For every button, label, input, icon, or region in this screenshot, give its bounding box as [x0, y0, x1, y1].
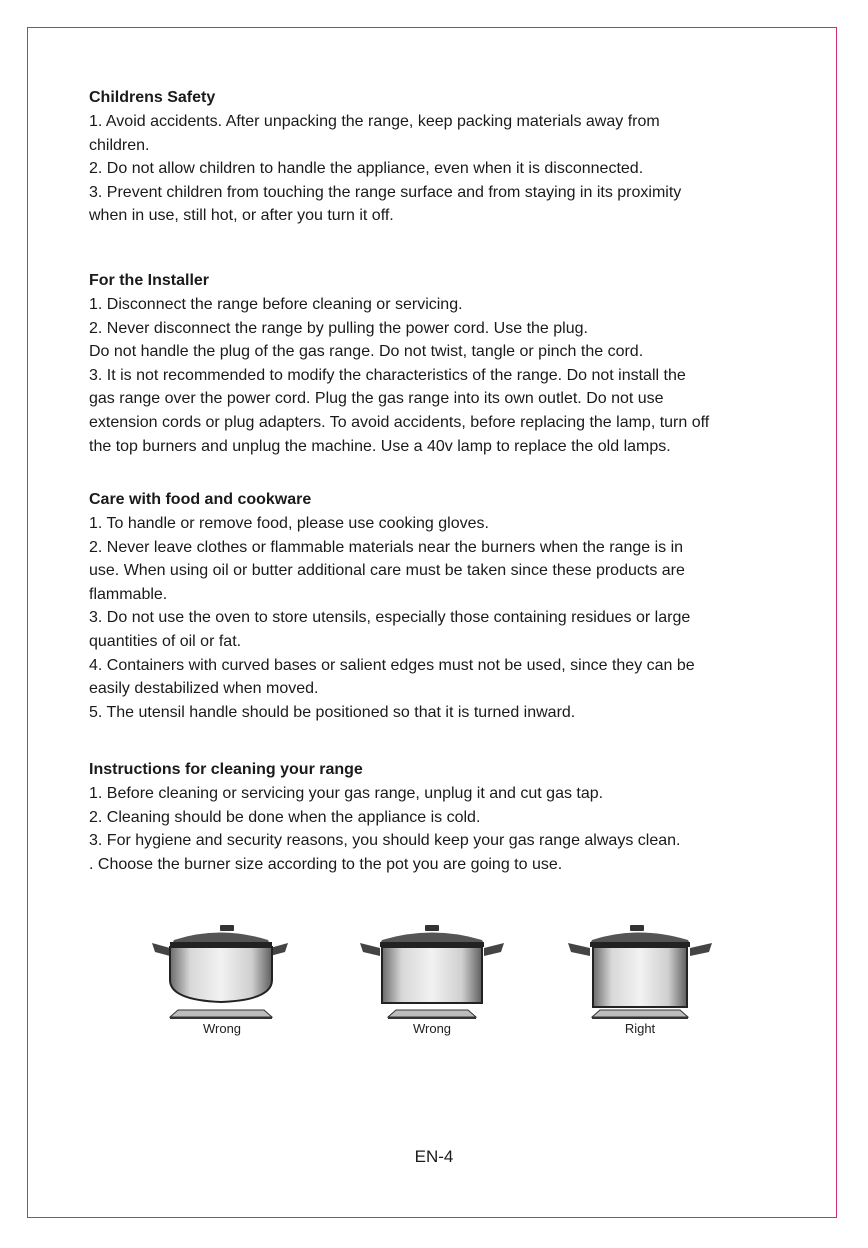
paragraph-line: 2. Never disconnect the range by pulling the power cord. Use the plug. [89, 319, 588, 337]
paragraph-line: 3. Prevent children from touching the range surface and from staying in its proximity [89, 183, 682, 201]
paragraph-line: use. When using oil or butter additional care must be taken since these products are [89, 562, 685, 580]
section-heading: Care with food and cookware [89, 491, 312, 508]
paragraph-line: 2. Do not allow children to handle the appliance, even when it is disconnected. [89, 160, 644, 178]
section-heading: For the Installer [89, 272, 210, 289]
section-care-with-food [89, 488, 695, 724]
pot-illustrations [140, 920, 730, 1050]
paragraph-line: 2. Never leave clothes or flammable materials near the burners when the range is in [89, 538, 684, 556]
paragraph-line: 2. Cleaning should be done when the appliance is cold. [89, 808, 481, 826]
paragraph-line: gas range over the power cord. Plug the gas range into its own outlet. Do not use [89, 390, 664, 408]
section-childrens-safety [89, 86, 681, 228]
pot-curved-base-illustration [140, 920, 300, 1045]
section-heading: Instructions for cleaning your range [89, 761, 363, 778]
pot-label: Right [624, 1021, 656, 1036]
section-heading: Childrens Safety [89, 89, 216, 106]
pot-overhanging-illustration [352, 920, 512, 1045]
paragraph-line: 1. Before cleaning or servicing your gas range, unplug it and cut gas tap. [89, 785, 604, 802]
paragraph-line: when in use, still hot, or after you turn it off. [89, 207, 394, 225]
paragraph-line: 1. Avoid accidents. After unpacking the range, keep packing materials away from [89, 113, 660, 130]
pot-label: Wrong [412, 1021, 452, 1036]
page-number: EN-4 [414, 1147, 454, 1166]
paragraph-line: 3. For hygiene and security reasons, you should keep your gas range always clean. [89, 832, 681, 850]
paragraph-line: easily destabilized when moved. [89, 680, 319, 698]
pot-label: Wrong [202, 1021, 242, 1036]
paragraph-line: 3. It is not recommended to modify the characteristics of the range. Do not install the [89, 366, 686, 384]
paragraph-line: Do not handle the plug of the gas range. Do not twist, tangle or pinch the cord. [89, 343, 644, 361]
paragraph-line: 3. Do not use the oven to store utensils, especially those containing residues or large [89, 609, 691, 627]
paragraph-line: 5. The utensil handle should be positioned so that it is turned inward. [89, 703, 576, 721]
paragraph-line: 1. To handle or remove food, please use cooking gloves. [89, 515, 489, 532]
paragraph-line: . Choose the burner size according to the pot you are going to use. [89, 855, 563, 873]
paragraph-line: flammable. [89, 585, 168, 603]
paragraph-line: 4. Containers with curved bases or salient edges must not be used, since they can be [89, 656, 695, 674]
paragraph-line: 1. Disconnect the range before cleaning or servicing. [89, 296, 463, 313]
paragraph-line: the top burners and unplug the machine. Use a 40v lamp to replace the old lamps. [89, 437, 671, 455]
pot-flat-base-illustration [560, 920, 720, 1045]
paragraph-line: extension cords or plug adapters. To avoid accidents, before replacing the lamp, turn off [89, 413, 710, 431]
paragraph-line: children. [89, 136, 150, 154]
section-cleaning-instructions [89, 758, 680, 876]
paragraph-line: quantities of oil or fat. [89, 632, 242, 650]
section-for-the-installer [89, 269, 709, 458]
